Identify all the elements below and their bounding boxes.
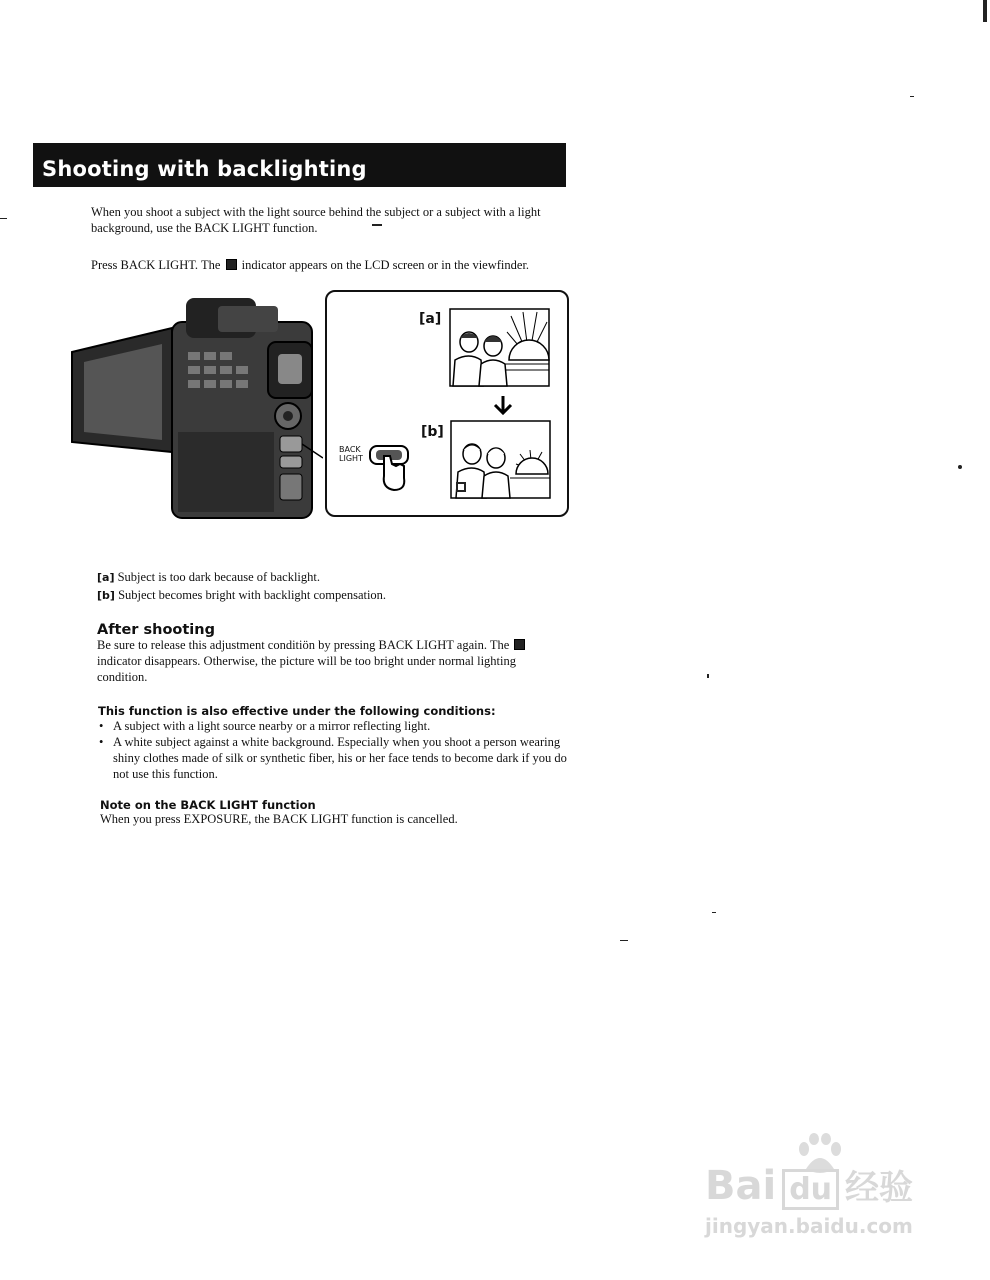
condition-item: • A white subject against a white background. Especially when you shoot a person wearing shiny clothes made of silk or synthetic fiber, his or her face tends to become dark if you do not use this function. [98, 734, 570, 782]
caption-b-text: Subject becomes bright with backlight compensation. [118, 588, 387, 602]
scan-speck [712, 912, 716, 913]
condition-item: • A subject with a light source nearby or a mirror reflecting light. [98, 718, 570, 734]
scan-speck [620, 940, 628, 941]
caption-b-tag: [b] [97, 589, 115, 602]
scan-speck [0, 218, 7, 219]
caption-a [97, 569, 320, 586]
caption-b [97, 587, 386, 604]
instruction-text-end: indicator appears on the LCD screen or in the viewfinder. [241, 258, 530, 272]
backlight-indicator-icon-2 [514, 639, 525, 650]
scan-speck [372, 224, 382, 226]
note-text: When you press EXPOSURE, the BACK LIGHT function is cancelled. [100, 812, 458, 826]
watermark-brand-du: du [782, 1169, 839, 1210]
after-shooting-text-start: Be sure to release this adjustment conditiön by pressing BACK LIGHT again. The [97, 638, 510, 652]
scan-speck [910, 96, 914, 97]
intro-paragraph: When you shoot a subject with the light source behind the subject or a subject with a light background, use the BACK LIGHT function. [91, 205, 541, 235]
back-light-label [339, 445, 363, 463]
back-light-label-line2: LIGHT [339, 454, 363, 463]
arrow-down-icon [492, 395, 514, 415]
after-shooting-paragraph [97, 637, 559, 685]
watermark-brand-bai: Bai [705, 1163, 777, 1209]
scene-a-image [449, 308, 550, 387]
watermark-url: jingyan.baidu.com [705, 1214, 913, 1238]
watermark-cn: 经验 [845, 1168, 914, 1208]
press-button-hand-icon [368, 442, 412, 492]
back-light-label-line1: BACK [339, 445, 361, 454]
figure-label-b: [b] [421, 424, 444, 440]
instruction-line [91, 257, 571, 273]
backlight-indicator-icon [226, 259, 237, 270]
after-shooting-heading: After shooting [97, 622, 215, 638]
caption-a-text: Subject is too dark because of backlight. [117, 570, 320, 584]
scan-edge-mark [983, 0, 987, 22]
note-heading: Note on the BACK LIGHT function [100, 798, 316, 812]
conditions-list [98, 718, 570, 782]
watermark-brand [705, 1160, 913, 1209]
scan-speck [958, 465, 962, 469]
after-shooting-text-end: indicator disappears. Otherwise, the picture will be too bright under normal lighting condition. [97, 654, 516, 684]
page-title: Shooting with backlighting [42, 157, 367, 181]
figure-label-a: [a] [419, 311, 442, 327]
camcorder-illustration [68, 292, 323, 524]
scene-b-image [450, 420, 551, 499]
instruction-text-start: Press BACK LIGHT. The [91, 258, 221, 272]
conditions-heading: This function is also effective under the following conditions: [98, 704, 496, 718]
scan-speck [707, 674, 709, 678]
caption-a-tag: [a] [97, 571, 115, 584]
